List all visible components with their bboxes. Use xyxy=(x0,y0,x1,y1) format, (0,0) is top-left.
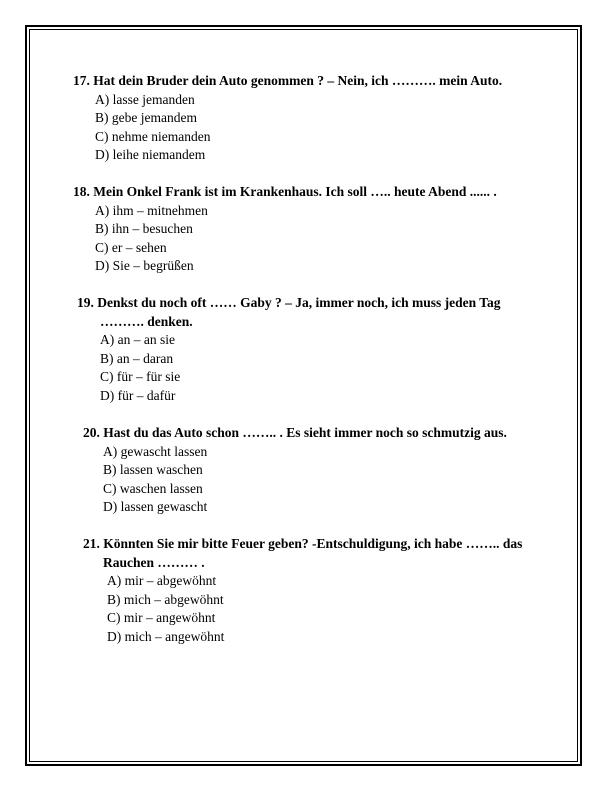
question-18-text xyxy=(73,183,497,202)
question-21 xyxy=(83,535,522,646)
option-b: B) an – daran xyxy=(100,350,174,366)
option-b: B) lassen waschen xyxy=(103,462,203,477)
question-number: 17. xyxy=(73,73,90,88)
question-line: Mein Onkel Frank ist im Krankenhaus. Ich soll ….. heute Abend ...... . xyxy=(93,184,497,199)
option-d: D) Sie – begrüßen xyxy=(95,258,194,273)
question-21-text xyxy=(83,535,522,554)
question-20-text xyxy=(83,424,507,443)
option-c: C) er – sehen xyxy=(95,239,167,255)
question-number: 20. xyxy=(83,425,100,440)
question-19-text-cont: ………. denken. xyxy=(100,313,193,329)
option-c: C) mir – angewöhnt xyxy=(107,610,216,625)
question-line: Hast du das Auto schon …….. . Es sieht immer noch so schmutzig aus. xyxy=(103,425,507,440)
option-d: D) mich – angewöhnt xyxy=(107,628,225,644)
question-number: 18. xyxy=(73,184,90,199)
option-a: A) an – an sie xyxy=(100,332,175,347)
option-c: C) für – für sie xyxy=(100,369,181,384)
question-line: Hat dein Bruder dein Auto genommen ? – Nein, ich ………. mein Auto. xyxy=(93,73,503,88)
option-c: C) nehme niemanden xyxy=(95,128,211,144)
option-a: A) lasse jemanden xyxy=(95,91,195,107)
option-a: A) ihm – mitnehmen xyxy=(95,202,208,218)
question-20 xyxy=(83,424,507,517)
question-number: 19. xyxy=(77,295,94,310)
question-line: Könnten Sie mir bitte Feuer geben? -Entschuldigung, ich habe …….. das xyxy=(103,536,523,551)
option-d: D) lassen gewascht xyxy=(103,499,208,514)
option-b: B) ihn – besuchen xyxy=(95,221,193,236)
option-a: A) gewascht lassen xyxy=(103,443,208,459)
question-18 xyxy=(73,183,497,276)
question-19-text xyxy=(77,294,501,313)
question-number: 21. xyxy=(83,536,100,551)
option-d: D) für – dafür xyxy=(100,387,176,403)
question-17 xyxy=(73,72,502,165)
option-c: C) waschen lassen xyxy=(103,480,203,496)
option-b: B) mich – abgewöhnt xyxy=(107,591,224,607)
question-19 xyxy=(77,294,501,405)
option-d: D) leihe niemandem xyxy=(95,147,206,162)
question-17-text xyxy=(73,72,502,91)
question-21-text-cont: Rauchen ……… . xyxy=(103,554,205,570)
question-line: Denkst du noch oft …… Gaby ? – Ja, immer noch, ich muss jeden Tag xyxy=(97,295,501,310)
option-a: A) mir – abgewöhnt xyxy=(107,573,217,588)
option-b: B) gebe jemandem xyxy=(95,110,197,125)
